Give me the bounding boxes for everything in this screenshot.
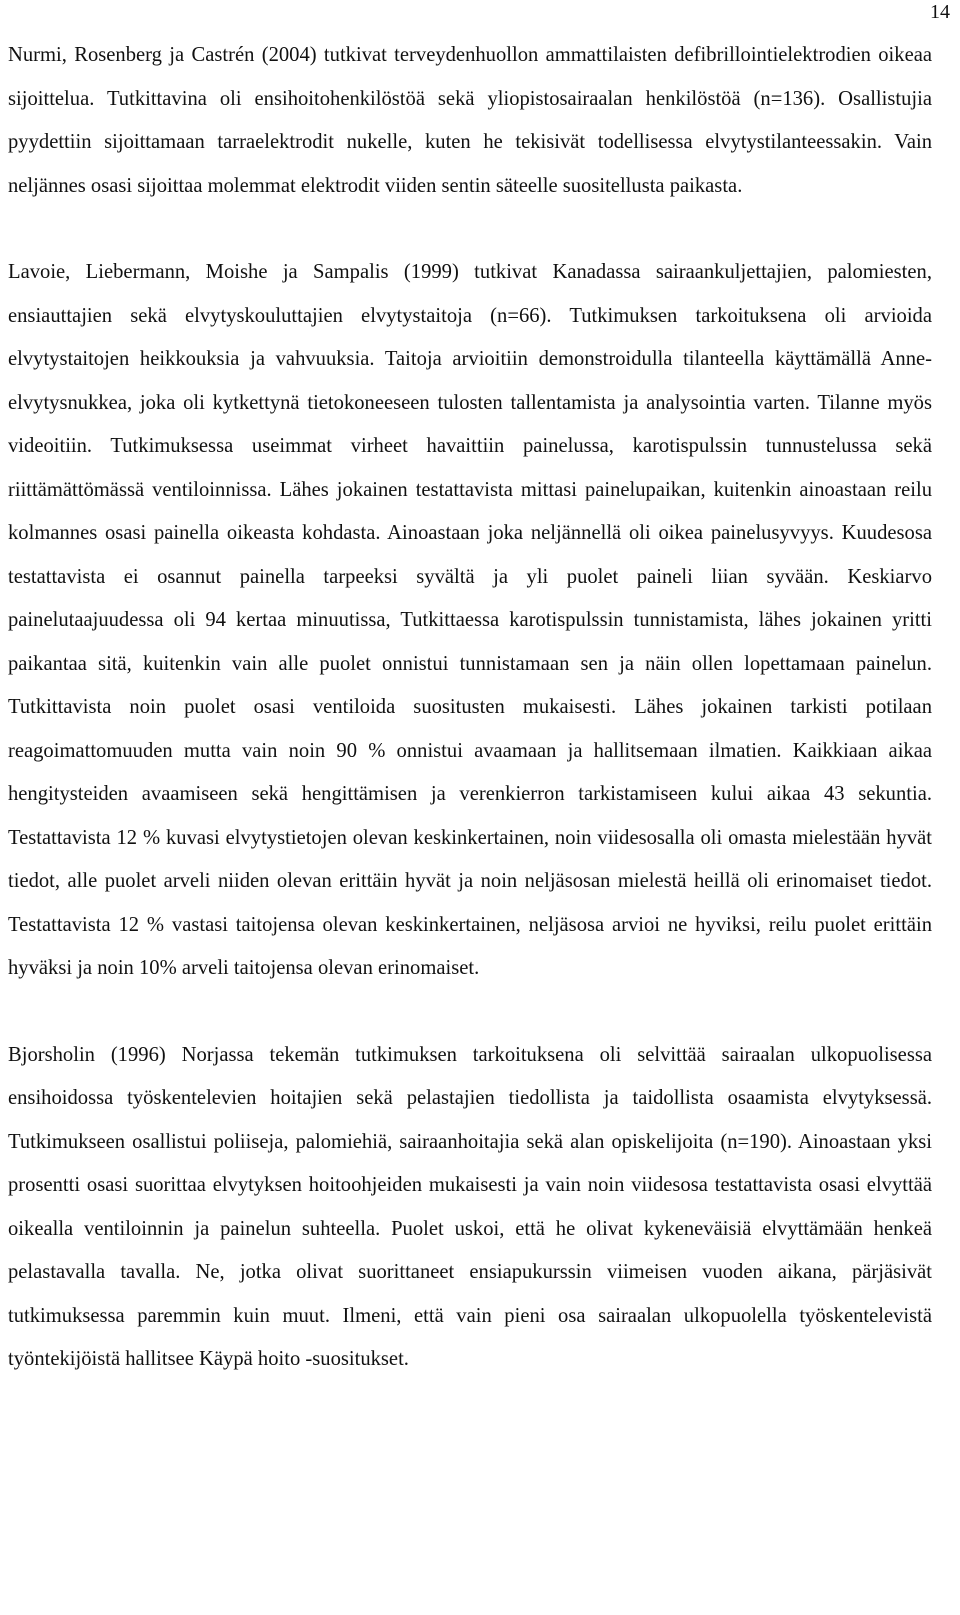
document-body bbox=[8, 34, 932, 1382]
paragraph-resuscitation-skills-canada: Lavoie, Liebermann, Moishe ja Sampalis (1999) tutkivat Kanadassa sairaankuljettajien, palomiesten, ensiauttajien sekä elvytyskouluttajien elvytystaitoja (n=66). Tutkimuksen tarkoituksena oli arvioida elvytystaitojen heikkouksia ja vahvuuksia. Taitoja arvioitiin demonstroidulla tilanteella käyttämällä Anne-elvytysnukkea, joka oli kytkettynä tietokoneeseen tulosten tallentamista ja analysointia varten. Tilanne myös videoitiin. Tutkimuksessa useimmat virheet havaittiin painelussa, karotispulssin tunnustelussa sekä riittämättömässä ventiloinnissa. Lähes jokainen testattavista mittasi painelupaikan, kuitenkin ainoastaan reilu kolmannes osasi painella oikeasta kohdasta. Ainoastaan joka neljännellä oli oikea painelusyvyys. Kuudesosa testattavista ei osannut painella tarpeeksi syvältä ja yli puolet paineli liian syvään. Keskiarvo painelutaajuudessa oli 94 kertaa minuutissa, Tutkittaessa karotispulssin tunnistamista, lähes jokainen yritti paikantaa sitä, kuitenkin vain alle puolet onnistui tunnistamaan sen ja näin ollen lopettamaan painelun. Tutkittavista noin puolet osasi ventiloida suositusten mukaisesti. Lähes jokainen tarkisti potilaan reagoimattomuuden mutta vain noin 90 % onnistui avaamaan ja hallitsemaan ilmatien. Kaikkiaan aikaa hengitysteiden avaamiseen sekä hengittämisen ja verenkierron tarkistamiseen kului aikaa 43 sekuntia. Testattavista 12 % kuvasi elvytystietojen olevan keskinkertainen, noin viidesosalla oli omasta mielestään hyvät tiedot, alle puolet arveli niiden olevan erittäin hyvät ja noin neljäsosan mielestä heillä oli erinomaiset tiedot. Testattavista 12 % vastasi taitojensa olevan keskinkertainen, neljäsosa arvioi ne hyviksi, reilu puolet erittäin hyväksi ja noin 10% arveli taitojensa olevan erinomaiset. bbox=[8, 261, 932, 979]
page-number: 14 bbox=[930, 1, 950, 23]
paragraph-resuscitation-norway: Bjorsholin (1996) Norjassa tekemän tutkimuksen tarkoituksena oli selvittää sairaalan ulkopuolisessa ensihoidossa työskentelevien hoitajien sekä pelastajien tiedollista ja taidollista osaamista elvytyksessä. Tutkimukseen osallistui poliiseja, palomiehiä, sairaanhoitajia sekä alan opiskelijoita (n=190). Ainoastaan yksi prosentti osasi suorittaa elvytyksen hoitoohjeiden mukaisesti ja vain noin viidesosa testattavista osasi elvyttää oikealla ventiloinnin ja painelun suhteella. Puolet uskoi, että he olivat kykeneväisiä elvyttämään henkeä pelastavalla tavalla. Ne, jotka olivat suorittaneet ensiapukurssin viimeisen vuoden aikana, pärjäsivät tutkimuksessa paremmin kuin muut. Ilmeni, että vain pieni osa sairaalan ulkopuolella työskentelevistä työntekijöistä hallitsee Käypä hoito -suositukset. bbox=[8, 1043, 932, 1370]
paragraph-defibrillator-electrodes: Nurmi, Rosenberg ja Castrén (2004) tutkivat terveydenhuollon ammattilaisten defibrillointielektrodien oikeaa sijoittelua. Tutkittavina oli ensihoitohenkilöstöä sekä yliopistosairaalan henkilöstöä (n=136). Osallistujia pyydettiin sijoittamaan tarraelektrodit nukelle, kuten he tekisivät todellisessa elvytystilanteessakin. Vain neljännes osasi sijoittaa molemmat elektrodit viiden sentin säteelle suositellusta paikasta. bbox=[8, 44, 932, 197]
